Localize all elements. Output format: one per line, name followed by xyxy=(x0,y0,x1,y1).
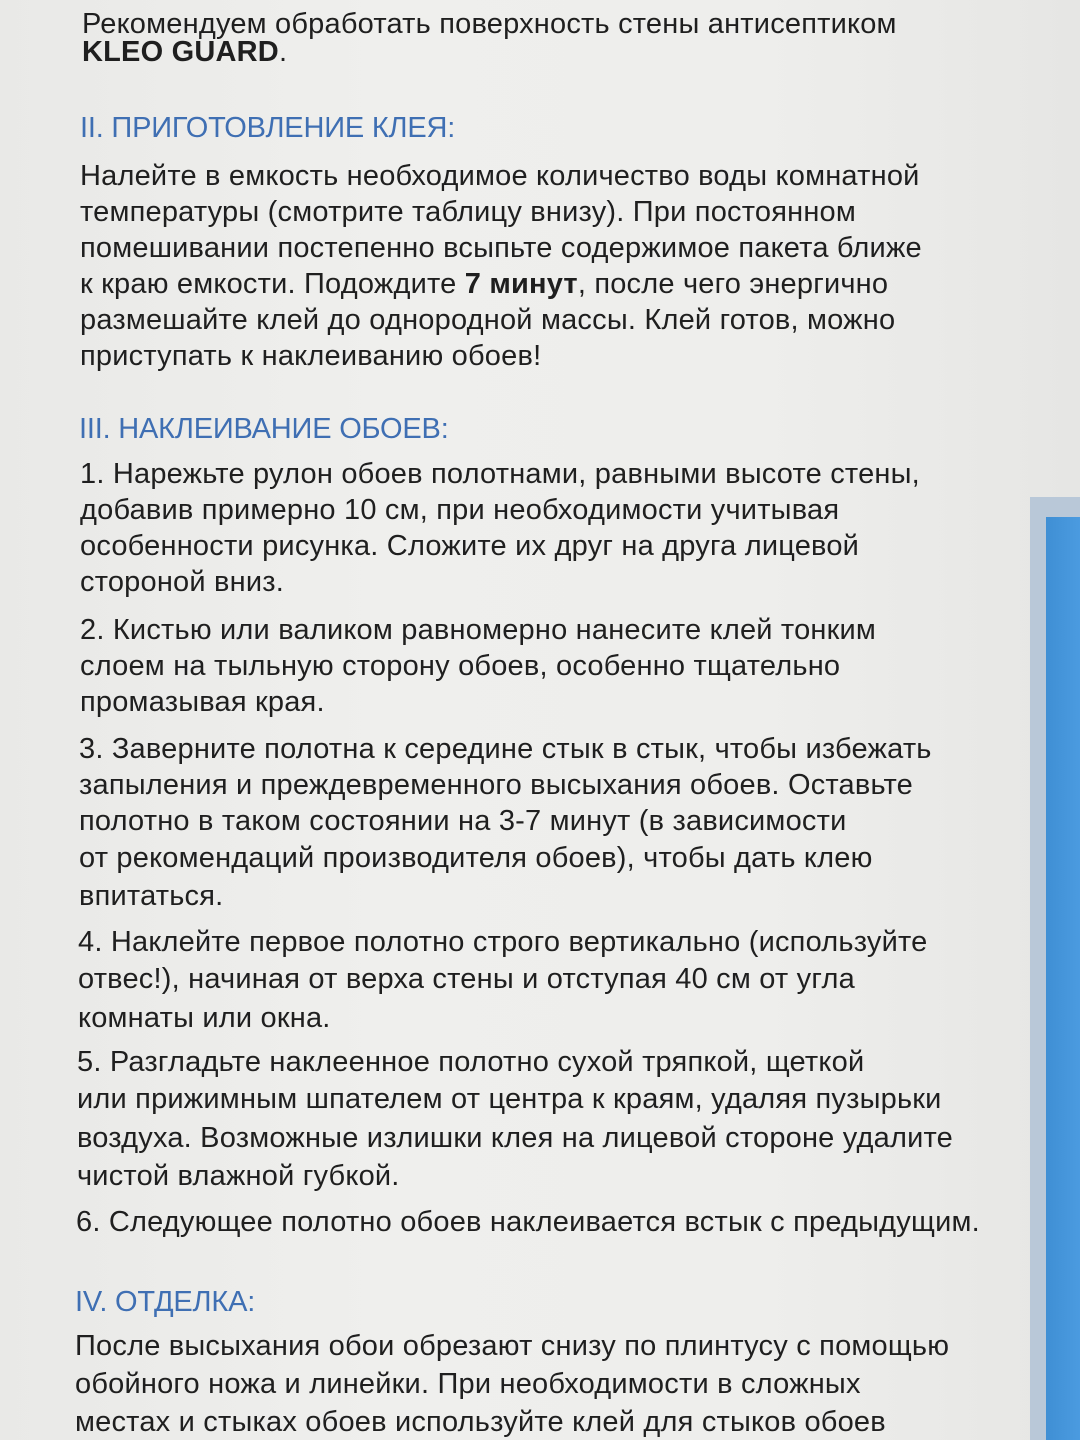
finish-line-3: местах и стыках обоев используйте клей для стыков обоев xyxy=(75,1406,886,1438)
step4-line-3: комнаты или окна. xyxy=(78,1002,331,1034)
prep-line-6: приступать к наклеиванию обоев! xyxy=(80,340,542,372)
section-heading-hanging: III. НАКЛЕИВАНИЕ ОБОЕВ: xyxy=(79,413,449,445)
step2-line-1: 2. Кистью или валиком равномерно нанесите клей тонким xyxy=(80,614,877,646)
prep-line-4-pre: к краю емкости. Подождите xyxy=(80,268,465,300)
brand-name: KLEO GUARD xyxy=(82,36,279,68)
intro-period: . xyxy=(278,36,288,68)
step4-line-2: отвес!), начиная от верха стены и отступая 40 см от угла xyxy=(78,963,855,995)
prep-line-2: температуры (смотрите таблицу внизу). При постоянном xyxy=(80,196,857,228)
wait-time: 7 минут xyxy=(464,268,578,300)
step2-line-2: слоем на тыльную сторону обоев, особенно тщательно xyxy=(80,650,841,682)
intro-line-1: Рекомендуем обработать поверхность стены антисептиком xyxy=(82,8,897,40)
intro-line-2 xyxy=(82,34,287,70)
finish-line-1: После высыхания обои обрезают снизу по плинтусу с помощью xyxy=(75,1330,950,1362)
step2-line-3: промазывая края. xyxy=(80,686,325,718)
step1-line-4: стороной вниз. xyxy=(80,566,285,598)
step5-line-2: или прижимным шпателем от центра к краям, удаляя пузырьки xyxy=(77,1083,942,1115)
step5-line-3: воздуха. Возможные излишки клея на лицевой стороне удалите xyxy=(77,1122,953,1154)
prep-line-5: размешайте клей до однородной массы. Клей готов, можно xyxy=(80,304,896,336)
step3-line-5: впитаться. xyxy=(79,880,224,912)
blue-panel xyxy=(1046,517,1080,1440)
step4-line-1: 4. Наклейте первое полотно строго вертикально (используйте xyxy=(78,926,928,958)
finish-line-2: обойного ножа и линейки. При необходимости в сложных xyxy=(75,1368,861,1400)
section-heading-preparation: II. ПРИГОТОВЛЕНИЕ КЛЕЯ: xyxy=(80,112,456,144)
step1-line-2: добавив примерно 10 см, при необходимости учитывая xyxy=(80,494,840,526)
step5-line-1: 5. Разгладьте наклеенное полотно сухой тряпкой, щеткой xyxy=(77,1046,865,1078)
step3-line-1: 3. Заверните полотна к середине стык в стык, чтобы избежать xyxy=(79,733,932,765)
prep-line-4 xyxy=(80,266,888,302)
step5-line-4: чистой влажной губкой. xyxy=(77,1160,400,1192)
prep-line-1: Налейте в емкость необходимое количество воды комнатной xyxy=(80,160,920,192)
section-heading-finishing: IV. ОТДЕЛКА: xyxy=(75,1286,256,1318)
prep-line-4-post: , после чего энергично xyxy=(577,268,889,300)
prep-line-3: помешивании постепенно всыпьте содержимое пакета ближе xyxy=(80,232,922,264)
step3-line-4: от рекомендаций производителя обоев), чтобы дать клею xyxy=(79,842,873,874)
step1-line-3: особенности рисунка. Сложите их друг на друга лицевой xyxy=(80,530,860,562)
step6-line-1: 6. Следующее полотно обоев наклеивается встык с предыдущим. xyxy=(76,1206,980,1238)
step3-line-2: запыления и преждевременного высыхания обоев. Оставьте xyxy=(79,769,914,801)
step1-line-1: 1. Нарежьте рулон обоев полотнами, равными высоте стены, xyxy=(80,458,920,490)
step3-line-3: полотно в таком состоянии на 3-7 минут (в зависимости xyxy=(79,805,847,837)
